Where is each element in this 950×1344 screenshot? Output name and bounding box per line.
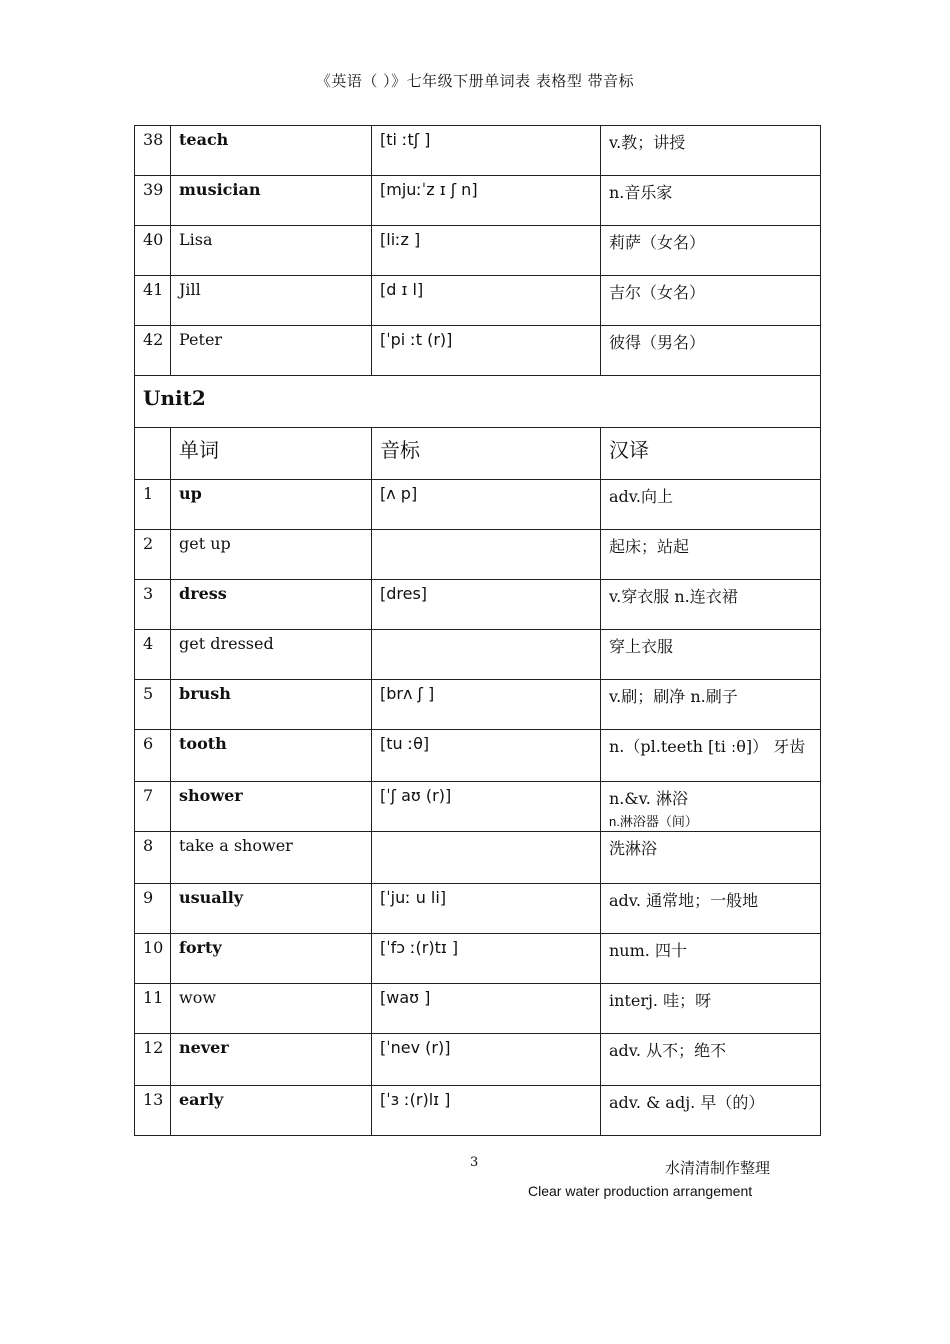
translation-cell [601, 126, 821, 176]
word-cell: musician [171, 176, 372, 226]
translation-cell [601, 984, 821, 1034]
table-row [135, 984, 821, 1034]
row-number: 6 [135, 730, 171, 782]
translation-cell [601, 326, 821, 376]
word-cell: teach [171, 126, 372, 176]
column-header-translation: 汉译 [601, 428, 821, 480]
word-cell: dress [171, 580, 372, 630]
unit-heading-row [135, 376, 821, 428]
table-row [135, 782, 821, 832]
translation-cell [601, 680, 821, 730]
phonetic-cell: [ʌ p] [372, 480, 601, 530]
footer-credit-cn: 水清清制作整理 [665, 1159, 771, 1177]
table-row [135, 126, 821, 176]
word-cell: take a shower [171, 832, 372, 884]
phonetic-cell: [ˈfɔ ː(r)tɪ ] [372, 934, 601, 984]
row-number: 38 [135, 126, 171, 176]
translation-cell [601, 782, 821, 832]
phonetic-cell: [waʊ ] [372, 984, 601, 1034]
translation-text: v.教；讲授 [609, 133, 686, 152]
vocabulary-table [134, 125, 821, 1136]
document-header: 《英语（ ）》七年级下册单词表 表格型 带音标 [315, 72, 635, 90]
translation-text: v.刷；刷净 n.刷子 [609, 687, 738, 706]
phonetic-cell: [liːz ] [372, 226, 601, 276]
row-number: 4 [135, 630, 171, 680]
translation-text: n.（pl.teeth [ti ːθ]） 牙齿 [609, 737, 806, 756]
row-number: 41 [135, 276, 171, 326]
word-cell: usually [171, 884, 372, 934]
table-row [135, 176, 821, 226]
phonetic-cell: [ˈnev (r)] [372, 1034, 601, 1086]
translation-text: n.音乐家 [609, 183, 673, 202]
translation-text: adv. 从不；绝不 [609, 1041, 727, 1060]
translation-text: adv.向上 [609, 487, 674, 506]
phonetic-cell: [ˈjuː u li] [372, 884, 601, 934]
word-cell: never [171, 1034, 372, 1086]
column-header-phonetic: 音标 [372, 428, 601, 480]
row-number: 10 [135, 934, 171, 984]
translation-text: n.&v. 淋浴 [609, 789, 688, 808]
row-number: 8 [135, 832, 171, 884]
phonetic-cell: [ti ːtʃ ] [372, 126, 601, 176]
table-row [135, 934, 821, 984]
translation-cell [601, 580, 821, 630]
row-number: 13 [135, 1086, 171, 1136]
phonetic-cell: [ˈpi ːt (r)] [372, 326, 601, 376]
column-header-blank [135, 428, 171, 480]
phonetic-cell: [mjuːˈz ɪ ʃ n] [372, 176, 601, 226]
table-row [135, 730, 821, 782]
word-cell: Lisa [171, 226, 372, 276]
word-cell: brush [171, 680, 372, 730]
translation-cell [601, 276, 821, 326]
row-number: 7 [135, 782, 171, 832]
row-number: 11 [135, 984, 171, 1034]
translation-text: num. 四十 [609, 941, 687, 960]
table-row [135, 630, 821, 680]
translation-text: 吉尔（女名） [609, 283, 706, 302]
table-row [135, 680, 821, 730]
column-header-row [135, 428, 821, 480]
translation-cell [601, 480, 821, 530]
phonetic-cell: [dres] [372, 580, 601, 630]
table-row [135, 832, 821, 884]
translation-cell [601, 884, 821, 934]
word-cell: Jill [171, 276, 372, 326]
row-number: 1 [135, 480, 171, 530]
translation-cell [601, 630, 821, 680]
translation-cell [601, 934, 821, 984]
translation-cell [601, 832, 821, 884]
footer-credit-en: Clear water production arrangement [528, 1183, 753, 1199]
row-number: 9 [135, 884, 171, 934]
row-number: 12 [135, 1034, 171, 1086]
translation-text: 穿上衣服 [609, 637, 674, 656]
unit-title: Unit2 [135, 376, 821, 428]
translation-text: v.穿衣服 n.连衣裙 [609, 587, 738, 606]
translation-cell [601, 226, 821, 276]
word-cell: early [171, 1086, 372, 1136]
word-cell: tooth [171, 730, 372, 782]
phonetic-cell: [tu ːθ] [372, 730, 601, 782]
row-number: 5 [135, 680, 171, 730]
row-number: 40 [135, 226, 171, 276]
table-row [135, 1034, 821, 1086]
row-number: 3 [135, 580, 171, 630]
table-row [135, 530, 821, 580]
translation-cell [601, 530, 821, 580]
page-number: 3 [470, 1155, 479, 1170]
translation-text: adv. 通常地；一般地 [609, 891, 759, 910]
table-row [135, 884, 821, 934]
word-cell: wow [171, 984, 372, 1034]
translation-text: 莉萨（女名） [609, 233, 706, 252]
translation-cell [601, 1086, 821, 1136]
phonetic-cell: [ˈʃ aʊ (r)] [372, 782, 601, 832]
phonetic-cell [372, 832, 601, 884]
translation-cell [601, 176, 821, 226]
row-number: 2 [135, 530, 171, 580]
table-row [135, 226, 821, 276]
phonetic-cell [372, 530, 601, 580]
row-number: 39 [135, 176, 171, 226]
phonetic-cell: [ˈɜ ː(r)lɪ ] [372, 1086, 601, 1136]
word-cell: Peter [171, 326, 372, 376]
translation-text-extra: n.淋浴器（间） [609, 814, 698, 829]
phonetic-cell: [d ɪ l] [372, 276, 601, 326]
word-cell: shower [171, 782, 372, 832]
vocabulary-table-body [135, 126, 821, 1136]
word-cell: forty [171, 934, 372, 984]
table-row [135, 276, 821, 326]
phonetic-cell [372, 630, 601, 680]
word-cell: up [171, 480, 372, 530]
table-row [135, 480, 821, 530]
translation-text: 彼得（男名） [609, 333, 706, 352]
translation-text: interj. 哇；呀 [609, 991, 712, 1010]
table-row [135, 326, 821, 376]
translation-cell [601, 730, 821, 782]
translation-text: 洗淋浴 [609, 839, 658, 858]
word-cell: get up [171, 530, 372, 580]
translation-cell [601, 1034, 821, 1086]
word-cell: get dressed [171, 630, 372, 680]
phonetic-cell: [brʌ ʃ ] [372, 680, 601, 730]
translation-text: 起床；站起 [609, 537, 690, 556]
row-number: 42 [135, 326, 171, 376]
table-row [135, 1086, 821, 1136]
translation-text: adv. & adj. 早（的） [609, 1093, 765, 1112]
column-header-word: 单词 [171, 428, 372, 480]
table-row [135, 580, 821, 630]
